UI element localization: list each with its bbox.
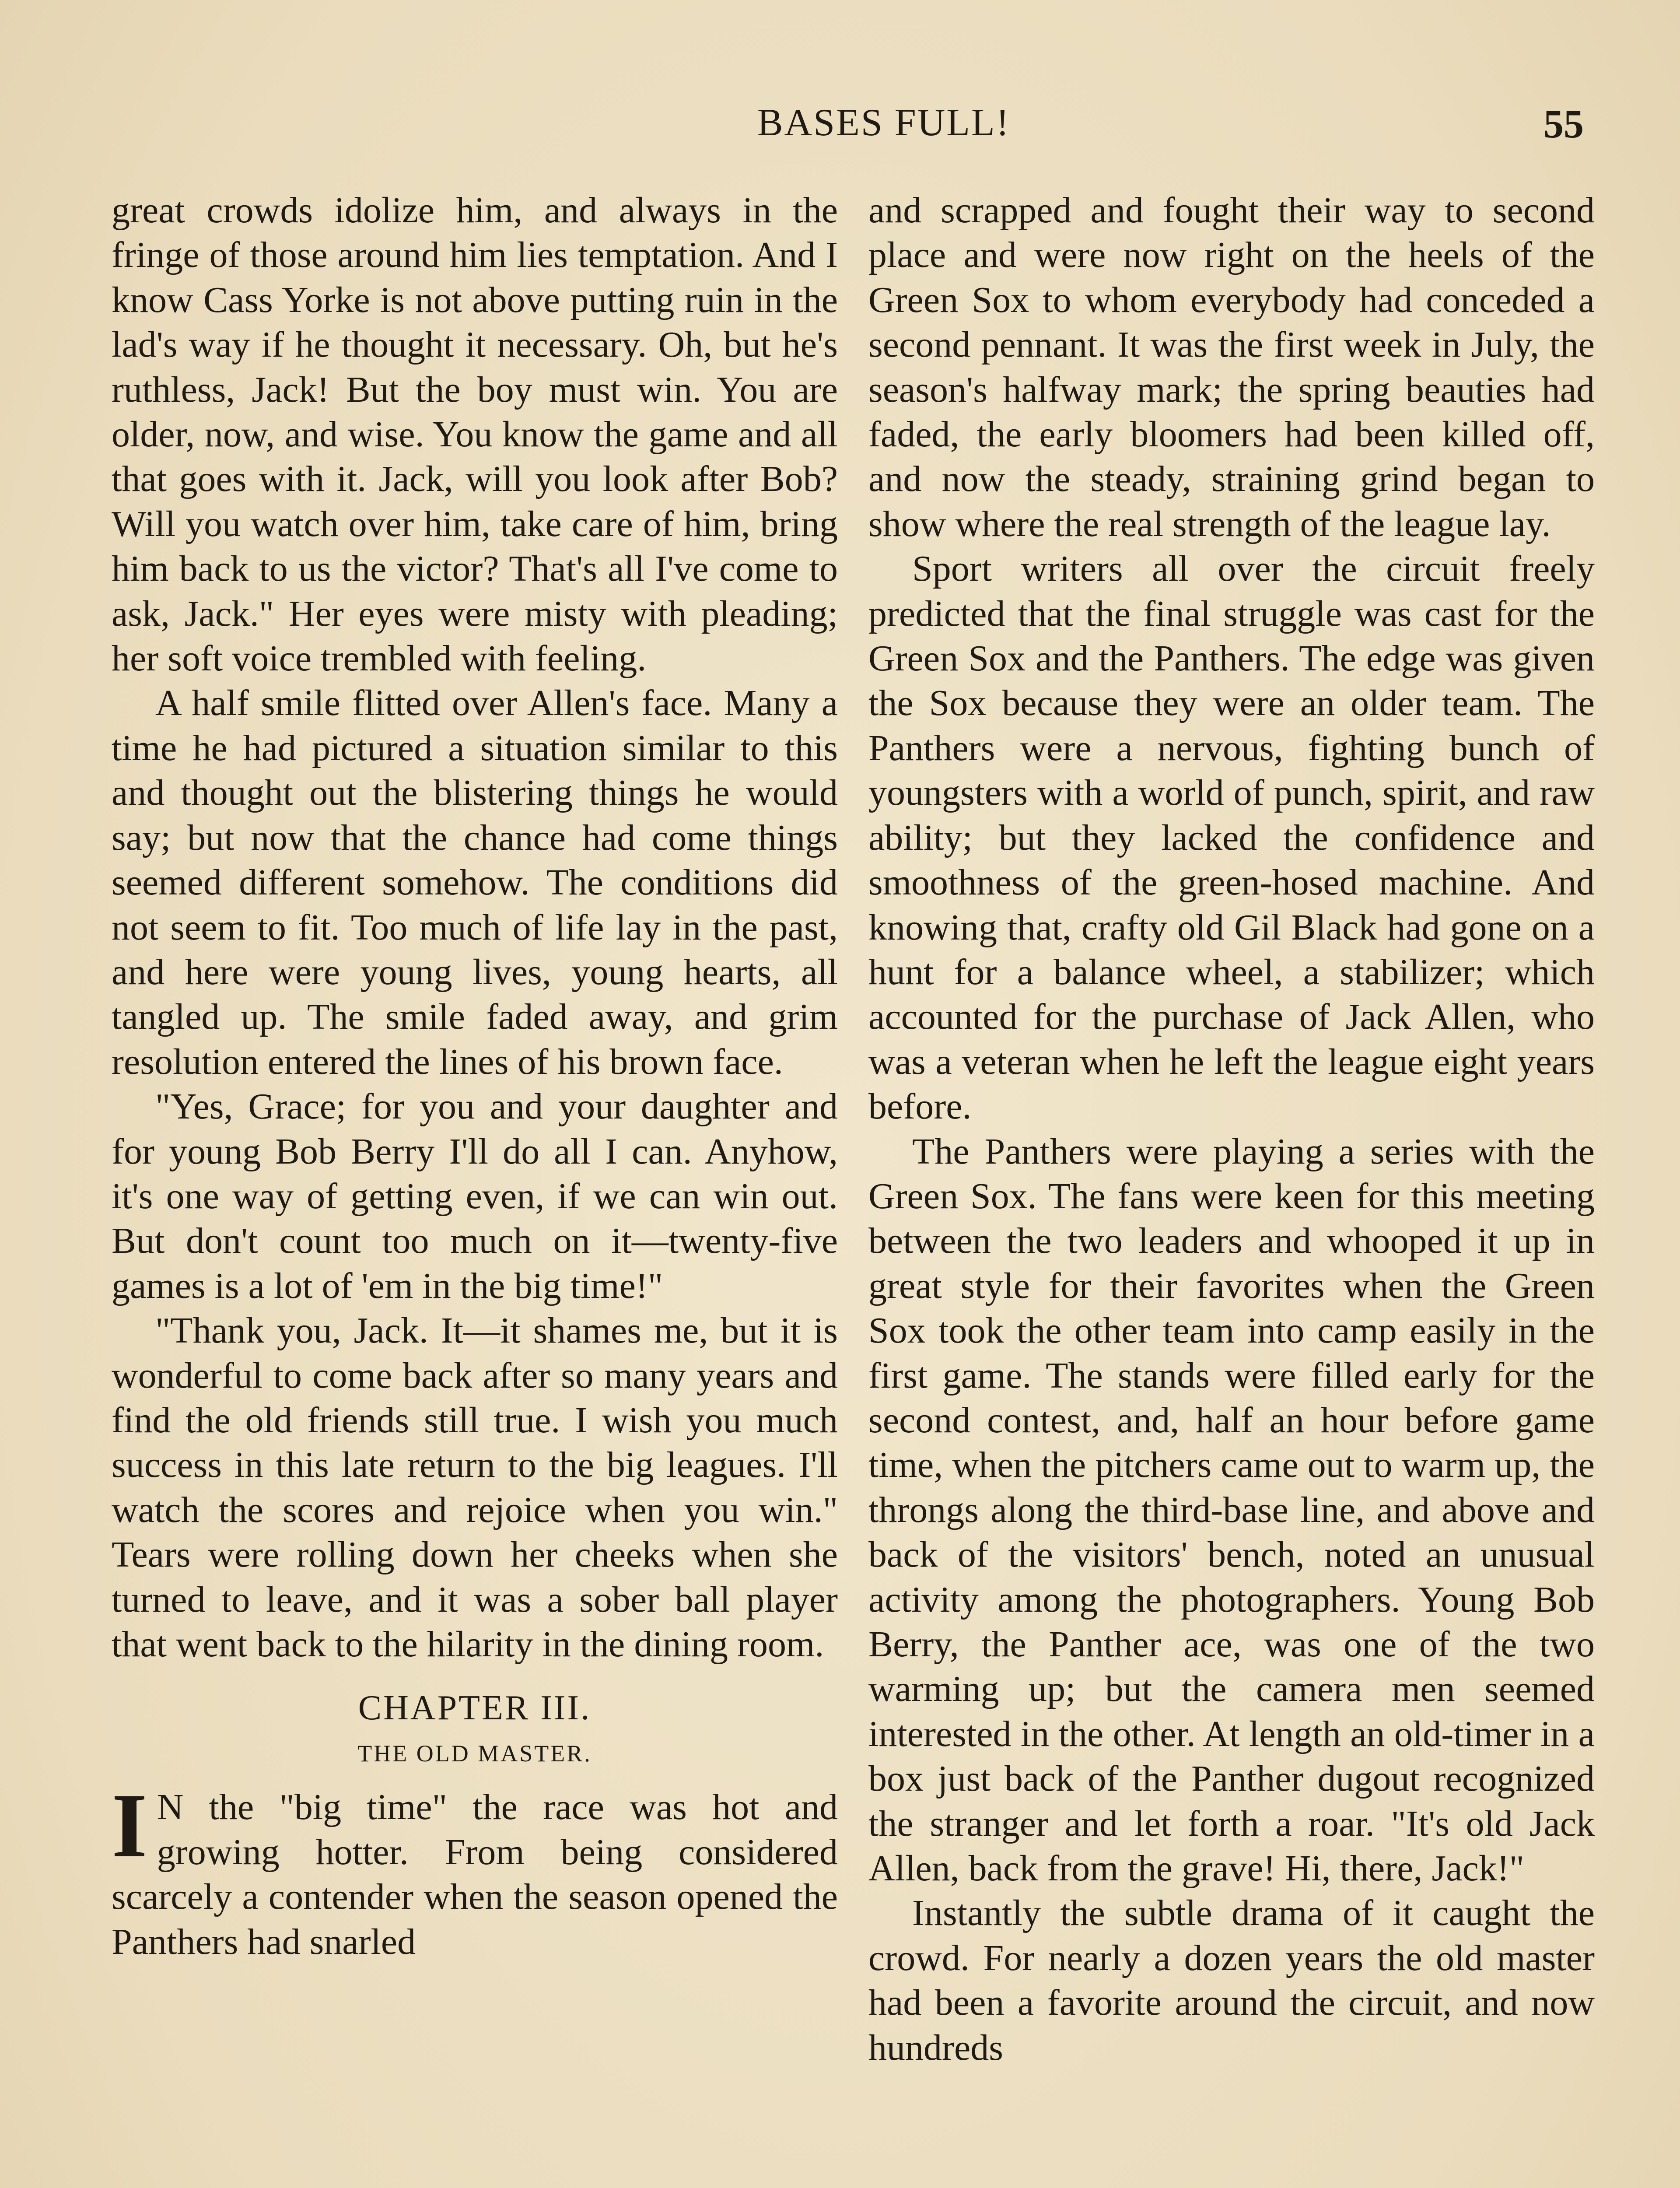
drop-cap: I — [112, 1775, 147, 1877]
page-number: 55 — [1544, 102, 1584, 146]
chapter-heading: CHAPTER III. — [358, 1689, 592, 1728]
right-column — [868, 188, 1595, 2070]
left-column — [112, 188, 838, 1964]
paragraph: A half smile flitted over Allen's face. Many a time he had pictured a situation similar to this and thought out the blistering things he would say; but now that the chance had come things seemed different somehow. The conditions did not seem to fit. Too much of life lay in the past, and here were young lives, young hearts, all tangled up. The smile faded away, and grim resolution entered the lines of his brown face. — [112, 683, 838, 1082]
page-header — [105, 101, 1584, 149]
paragraph: N the "big time" the race was hot and growing hotter. From being considered scarcely a contender when the season opened the Panthers had snarled — [112, 1787, 838, 1962]
paragraph: Sport writers all over the circuit freely predicted that the final struggle was cast for the Green Sox and the Panthers. The edge was given the Sox because they were an older team. The Panthers were a nervous, fighting bunch of youngsters with a world of punch, spirit, and raw ability; but they lacked the confidence and smoothness of the green-hosed machine. And knowing that, crafty old Gil Black had gone on a hunt for a balance wheel, a stabilizer; which accounted for the purchase of Jack Allen, who was a veteran when he left the league eight years before. — [868, 548, 1595, 1127]
chapter-opening — [112, 1775, 838, 1964]
paragraph: Instantly the subtle drama of it caught the crowd. For nearly a dozen years the old master had been a favorite around the circuit, and now hundreds — [868, 1893, 1595, 2068]
paragraph: and scrapped and fought their way to second place and were now right on the heels of the Green Sox to whom everybody had conceded a second pennant. It was the first week in July, the season's halfway mark; the spring beauties had faded, the early bloomers had been killed off, and now the steady, straining grind began to show where the real strength of the league lay. — [868, 190, 1595, 544]
paragraph: "Thank you, Jack. It—it shames me, but it is wonderful to come back after so many years and find the old friends still true. I wish you much success in this late return to the big leagues. I'll watch the scores and rejoice when you win." Tears were rolling down her cheeks when she turned to leave, and it was a sober ball player that went back to the hilarity in the dining room. — [112, 1310, 838, 1665]
chapter-subtitle: THE OLD MASTER. — [357, 1740, 592, 1767]
paragraph: great crowds idolize him, and always in the fringe of those around him lies temptation. And I know Cass Yorke is not above putting ruin in the lad's way if he thought it necessary. Oh, but he's ruthless, Jack! But the boy must win. You are older, now, and wise. You know the game and all that goes with it. Jack, will you look after Bob? Will you watch over him, take care of him, bring him back to us the victor? That's all I've come to ask, Jack." Her eyes were misty with pleading; her soft voice trembled with feeling. — [112, 190, 838, 679]
paragraph: "Yes, Grace; for you and your daughter and for young Bob Berry I'll do all I can. Anyhow, it's one way of getting even, if we can win out. But don't count too much on it—twenty-five games is a lot of 'em in the big time!" — [112, 1086, 838, 1306]
paragraph: The Panthers were playing a series with the Green Sox. The fans were keen for this meeting between the two leaders and whooped it up in great style for their favorites when the Green Sox took the other team into camp easily in the first game. The stands were filled early for the second contest, and, half an hour before game time, when the pitchers came out to warm up, the throngs along the third-base line, and above and back of the visitors' bench, noted an unusual activity among the photographers. Young Bob Berry, the Panther ace, was one of the two warming up; but the camera men seemed interested in the other. At length an old-timer in a box just back of the Panther dugout recognized the stranger and let forth a roar. "It's old Jack Allen, back from the grave! Hi, there, Jack!" — [868, 1131, 1595, 1889]
running-title: BASES FULL! — [757, 102, 1011, 144]
